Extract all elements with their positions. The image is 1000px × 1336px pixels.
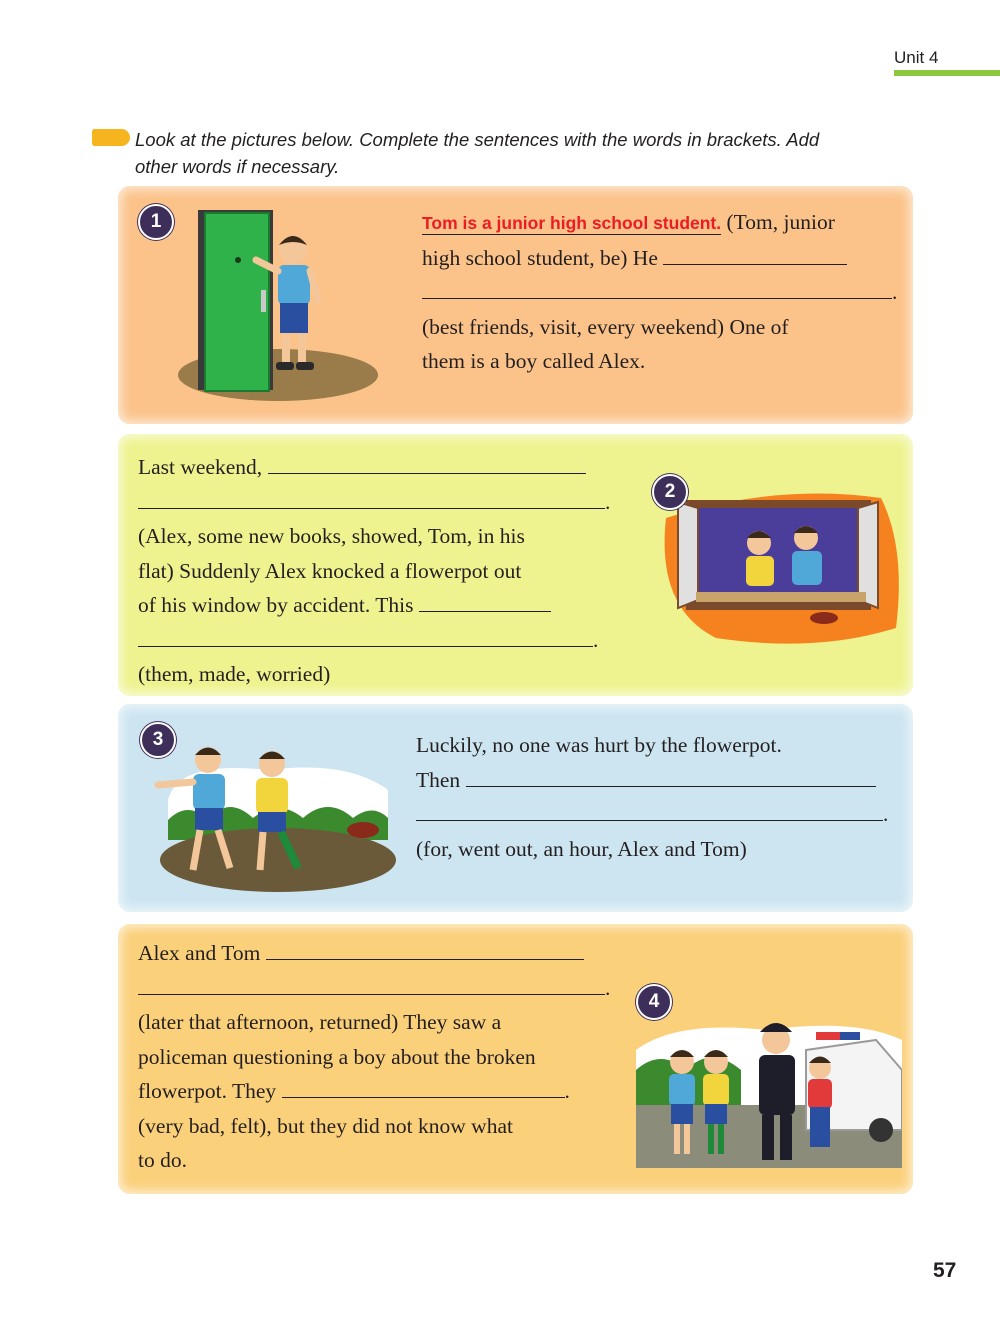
exercise-3-line-4: (for, went out, an hour, Alex and Tom) [416,836,747,861]
exercise-4-line-3: (later that afternoon, returned) They saw a [138,1010,502,1034]
exercise-3-text [416,728,888,866]
exercise-1-number-badge: 1 [138,204,174,240]
period: . [564,1079,570,1103]
exercise-1-line-1: (Tom, junior [726,210,835,234]
instructions [135,126,915,180]
exercise-4-line-6: (very bad, felt), but they did not know what [138,1113,513,1138]
exercise-2-line-3: (Alex, some new books, showed, Tom, in his [138,524,525,548]
exercise-1-line-4: (best friends, visit, every weekend) One of [422,314,789,339]
unit-accent-bar [894,70,1000,76]
exercise-4-text [138,936,610,1178]
exercise-4-line-4: policeman questioning a boy about the broken [138,1044,536,1069]
policeman-with-boys-illustration [636,1010,902,1168]
exercise-4-blank-2[interactable] [138,994,605,995]
exercise-4-line-7: to do. [138,1148,187,1172]
period: . [605,975,611,1000]
exercise-1-blank-1[interactable] [663,264,847,265]
exercise-4-blank-3[interactable] [282,1097,565,1098]
exercise-2-text [138,450,610,692]
exercise-1-line-2: high school student, be) He [422,245,658,270]
boys-walking-illustration [148,730,398,895]
exercise-2-line-7: (them, made, worried) [138,662,331,686]
exercise-3-blank-1[interactable] [466,786,876,787]
period: . [892,280,898,304]
exercise-2-blank-1[interactable] [268,473,586,474]
exercise-2-blank-4[interactable] [138,646,593,647]
exercise-2-blank-2[interactable] [138,508,605,509]
exercise-1-blank-2[interactable] [422,298,892,299]
boy-at-green-door-illustration [168,205,378,405]
exercise-4-number-badge: 4 [636,984,672,1020]
exercise-1-answer: Tom is a junior high school student. [422,213,722,233]
period: . [883,802,889,826]
period: . [593,627,599,652]
exercise-3-line-2: Then [416,767,461,792]
exercise-2-blank-3[interactable] [419,611,551,612]
exercise-4-line-1: Alex and Tom [138,941,261,965]
exercise-3-number-badge: 3 [140,722,176,758]
exercise-2-number-badge: 2 [652,474,688,510]
instruction-tag-icon [92,129,130,146]
exercise-4-blank-1[interactable] [266,959,584,960]
instructions-line-2: other words if necessary. [135,156,340,177]
exercise-3-blank-2[interactable] [416,820,883,821]
exercise-2-line-1: Last weekend, [138,455,263,479]
exercise-4-line-5: flowerpot. They [138,1079,277,1103]
exercise-2-line-5: of his window by accident. This [138,593,414,617]
exercise-2-line-4: flat) Suddenly Alex knocked a flowerpot out [138,558,522,583]
exercise-1-text [422,205,897,379]
instructions-line-1: Look at the pictures below. Complete the sentences with the words in brackets. Add [135,129,820,150]
boys-at-window-illustration [656,488,906,648]
period: . [605,489,611,514]
unit-label: Unit 4 [894,48,939,67]
exercise-1-line-5: them is a boy called Alex. [422,349,646,373]
page-number: 57 [933,1259,957,1282]
exercise-3-line-1: Luckily, no one was hurt by the flowerpot. [416,733,782,757]
